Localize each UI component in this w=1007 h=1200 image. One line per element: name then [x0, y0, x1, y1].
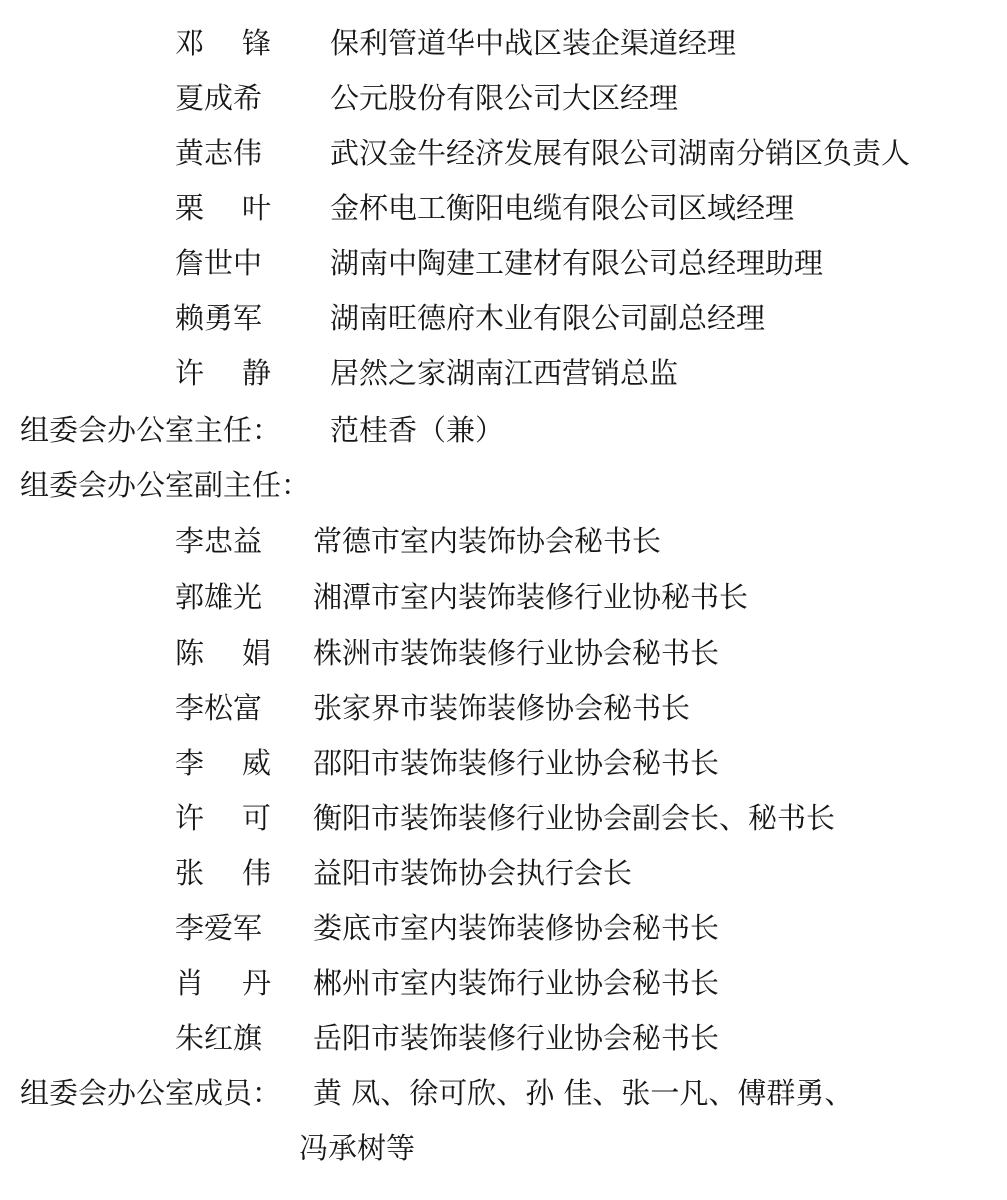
office-members-list-end: 冯承树等 — [299, 1131, 416, 1165]
member-name: 邓 锋 — [175, 26, 272, 60]
member-name: 许 静 — [175, 356, 272, 390]
office-members-line — [0, 1075, 1007, 1111]
list-item — [0, 300, 1007, 336]
list-item — [0, 800, 1007, 836]
deputy-role: 衡阳市装饰装修行业协会副会长、秘书长 — [313, 801, 836, 835]
member-role: 公元股份有限公司大区经理 — [330, 81, 679, 115]
deputy-role: 常德市室内装饰协会秘书长 — [313, 524, 662, 558]
list-item — [0, 80, 1007, 116]
list-item — [0, 635, 1007, 671]
office-director-line — [0, 412, 1007, 448]
deputy-name: 朱红旗 — [175, 1021, 263, 1055]
list-item — [0, 523, 1007, 559]
deputy-name: 李 威 — [175, 746, 272, 780]
deputy-name: 陈 娟 — [175, 636, 272, 670]
member-name: 赖勇军 — [175, 301, 263, 335]
office-director-value: 范桂香（兼） — [330, 413, 505, 447]
office-deputy-line — [0, 467, 1007, 503]
deputy-name: 李松富 — [175, 691, 263, 725]
deputy-role: 益阳市装饰协会执行会长 — [313, 856, 633, 890]
list-item — [0, 745, 1007, 781]
member-role: 湖南旺德府木业有限公司副总经理 — [330, 301, 766, 335]
list-item — [0, 965, 1007, 1001]
list-item — [0, 355, 1007, 391]
member-role: 保利管道华中战区装企渠道经理 — [330, 26, 737, 60]
list-item — [0, 135, 1007, 171]
deputy-role: 郴州市室内装饰行业协会秘书长 — [313, 966, 720, 1000]
office-members-label: 组委会办公室成员： — [20, 1076, 282, 1110]
office-members-continuation — [0, 1130, 1007, 1166]
list-item — [0, 25, 1007, 61]
deputy-name: 郭雄光 — [175, 580, 263, 614]
member-role: 金杯电工衡阳电缆有限公司区域经理 — [330, 191, 795, 225]
member-name: 栗 叶 — [175, 191, 272, 225]
deputy-role: 邵阳市装饰装修行业协会秘书长 — [313, 746, 720, 780]
deputy-role: 湘潭市室内装饰装修行业协秘书长 — [313, 580, 749, 614]
member-role: 湖南中陶建工建材有限公司总经理助理 — [330, 246, 824, 280]
list-item — [0, 245, 1007, 281]
member-name: 黄志伟 — [175, 136, 263, 170]
deputy-name: 李爱军 — [175, 911, 263, 945]
list-item — [0, 855, 1007, 891]
deputy-role: 株洲市装饰装修行业协会秘书长 — [313, 636, 720, 670]
member-role: 武汉金牛经济发展有限公司湖南分销区负责人 — [330, 136, 911, 170]
deputy-name: 许 可 — [175, 801, 272, 835]
office-director-label: 组委会办公室主任： — [20, 413, 282, 447]
member-name: 夏成希 — [175, 81, 263, 115]
list-item — [0, 910, 1007, 946]
deputy-name: 李忠益 — [175, 524, 263, 558]
office-deputy-label: 组委会办公室副主任： — [20, 468, 311, 502]
list-item — [0, 190, 1007, 226]
office-members-list: 黄 凤、徐可欣、孙 佳、张一凡、傅群勇、 — [313, 1076, 854, 1110]
member-name: 詹世中 — [175, 246, 263, 280]
member-role: 居然之家湖南江西营销总监 — [330, 356, 679, 390]
deputy-role: 张家界市装饰装修协会秘书长 — [313, 691, 691, 725]
list-item — [0, 1020, 1007, 1056]
list-item — [0, 579, 1007, 615]
list-item — [0, 690, 1007, 726]
deputy-name: 张 伟 — [175, 856, 272, 890]
deputy-role: 岳阳市装饰装修行业协会秘书长 — [313, 1021, 720, 1055]
deputy-name: 肖 丹 — [175, 966, 272, 1000]
deputy-role: 娄底市室内装饰装修协会秘书长 — [313, 911, 720, 945]
